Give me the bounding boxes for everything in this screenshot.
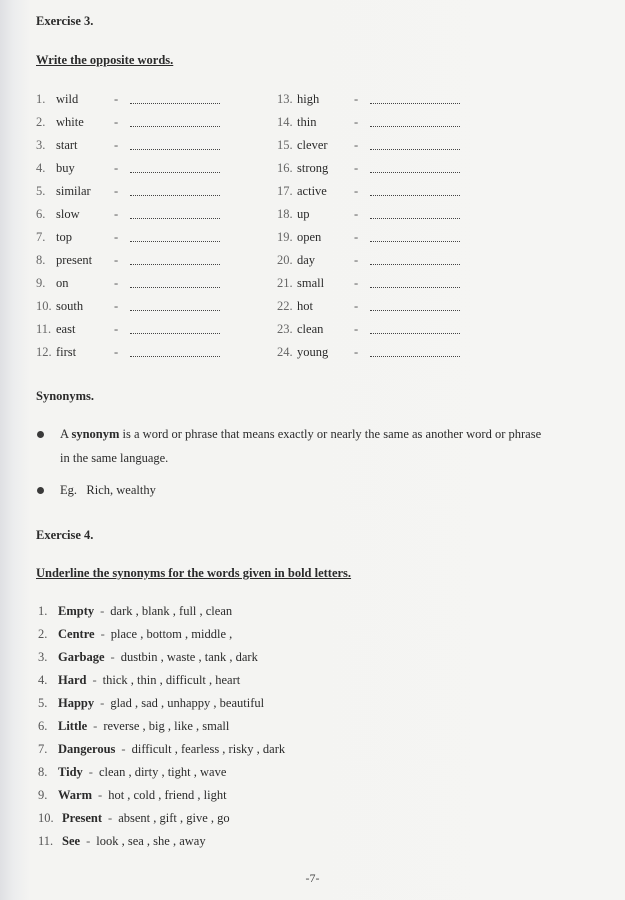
bold-keyword: Happy [58,695,95,710]
item-dash: - [100,603,105,618]
item-dash: - [114,183,119,198]
item-number: 23. [277,321,293,336]
item-word: thin [297,114,317,129]
answer-blank[interactable] [370,140,460,150]
item-number: 10. [36,298,52,313]
opposite-item [277,135,460,155]
synonym-item [38,762,226,782]
item-word: small [297,275,325,290]
opposite-item [277,342,460,362]
item-dash: - [110,649,115,664]
item-dash: - [114,344,119,359]
opposite-item [277,273,460,293]
answer-blank[interactable] [370,278,460,288]
answer-blank[interactable] [370,94,460,104]
synonym-options[interactable]: dark , blank , full , clean [110,603,233,618]
item-number: 4. [36,160,46,175]
synonym-item [38,601,232,621]
answer-blank[interactable] [370,232,460,242]
opposite-item [36,273,220,293]
answer-blank[interactable] [370,301,460,311]
item-number: 9. [38,787,48,802]
item-dash: - [100,626,105,641]
definition-line-2: in the same language. [60,451,169,465]
synonym-definition [60,422,600,470]
answer-blank[interactable] [370,324,460,334]
item-word: clean [297,321,324,336]
opposite-item [36,250,220,270]
item-word: first [56,344,77,359]
page-number: -7- [305,871,320,885]
item-dash: - [354,229,359,244]
answer-blank[interactable] [370,255,460,265]
item-number: 18. [277,206,293,221]
item-number: 11. [36,321,52,336]
item-dash: - [88,764,93,779]
item-word: day [297,252,316,267]
opposite-item [277,250,460,270]
answer-blank[interactable] [130,324,220,334]
answer-blank[interactable] [370,186,460,196]
item-word: present [56,252,93,267]
synonym-options[interactable]: reverse , big , like , small [103,718,230,733]
opposite-item [36,89,220,109]
item-number: 15. [277,137,293,152]
item-word: up [297,206,310,221]
synonyms-title: Synonyms. [36,389,95,403]
opposite-item [277,319,460,339]
item-dash: - [114,206,119,221]
item-number: 17. [277,183,293,198]
item-number: 3. [36,137,46,152]
bold-keyword: Tidy [58,764,83,779]
item-dash: - [354,91,359,106]
item-dash: - [114,298,119,313]
bold-keyword: Little [58,718,88,733]
item-number: 10. [38,810,54,825]
item-word: white [56,114,84,129]
item-number: 14. [277,114,293,129]
item-number: 11. [38,833,54,848]
item-dash: - [354,137,359,152]
opposite-item [36,296,220,316]
item-number: 8. [38,764,48,779]
item-word: active [297,183,327,198]
opposite-item [277,89,460,109]
item-word: south [56,298,84,313]
answer-blank[interactable] [370,117,460,127]
item-dash: - [354,252,359,267]
item-word: wild [56,91,79,106]
opposite-item [277,181,460,201]
bullet-icon [37,431,44,438]
item-word: top [56,229,72,244]
item-word: hot [297,298,313,313]
item-word: open [297,229,322,244]
item-dash: - [114,91,119,106]
opposite-item [36,319,220,339]
item-number: 9. [36,275,46,290]
item-word: east [56,321,76,336]
item-dash: - [114,137,119,152]
synonym-options[interactable]: dustbin , waste , tank , dark [120,649,258,664]
synonym-item [38,785,227,805]
exercise-3-instruction: Write the opposite words. [36,53,174,67]
definition-line-1: is a word or phrase that means exactly or nearly the same as another word or phrase [119,427,542,441]
synonym-options[interactable]: clean , dirty , tight , wave [98,764,227,779]
item-dash: - [114,229,119,244]
item-dash: - [354,298,359,313]
item-number: 16. [277,160,293,175]
item-dash: - [92,672,97,687]
item-dash: - [114,114,119,129]
item-number: 19. [277,229,293,244]
exercise-4-instruction: Underline the synonyms for the words given in bold letters. [36,566,352,580]
synonym-item [38,624,232,644]
answer-blank[interactable] [130,140,220,150]
item-word: buy [56,160,75,175]
answer-blank[interactable] [130,209,220,219]
synonym-options[interactable]: look , sea , she , away [96,833,206,848]
item-word: start [56,137,78,152]
bold-keyword: See [62,833,81,848]
item-word: similar [56,183,91,198]
synonym-options[interactable]: absent , gift , give , go [118,810,230,825]
answer-blank[interactable] [130,278,220,288]
item-word: slow [56,206,80,221]
item-dash: - [108,810,113,825]
opposite-item [277,204,460,224]
bullet-icon [37,487,44,494]
item-dash: - [100,695,105,710]
item-number: 12. [36,344,52,359]
item-number: 5. [38,695,48,710]
answer-blank[interactable] [130,301,220,311]
synonym-options[interactable]: difficult , fearless , risky , dark [131,741,286,756]
item-dash: - [354,275,359,290]
opposite-item [277,112,460,132]
item-number: 13. [277,91,293,106]
item-dash: - [354,160,359,175]
item-number: 21. [277,275,293,290]
bold-keyword: Warm [58,787,93,802]
bold-keyword: Garbage [58,649,105,664]
item-dash: - [93,718,98,733]
synonym-options[interactable]: hot , cold , friend , light [108,787,227,802]
answer-blank[interactable] [370,209,460,219]
bold-keyword: Centre [58,626,95,641]
synonym-example [60,478,600,502]
answer-blank[interactable] [130,255,220,265]
item-number: 22. [277,298,293,313]
item-dash: - [114,160,119,175]
exercise-4-title: Exercise 4. [36,528,94,542]
definition-term: synonym [71,427,120,441]
synonym-item [38,739,285,759]
synonym-item [38,716,229,736]
synonym-options[interactable]: place , bottom , middle , [110,626,233,641]
item-word: strong [297,160,329,175]
synonym-options[interactable]: thick , thin , difficult , heart [102,672,241,687]
item-number: 20. [277,252,293,267]
item-number: 6. [36,206,46,221]
answer-blank[interactable] [130,232,220,242]
synonym-item [38,808,230,828]
definition-prefix: A [60,427,72,441]
item-number: 1. [36,91,46,106]
item-dash: - [354,183,359,198]
item-dash: - [114,275,119,290]
opposite-item [36,227,220,247]
item-number: 7. [36,229,46,244]
item-word: clever [297,137,328,152]
synonym-item [38,693,264,713]
answer-blank[interactable] [370,347,460,357]
item-dash: - [98,787,103,802]
opposite-item [36,112,220,132]
opposite-item [36,158,220,178]
item-number: 2. [36,114,46,129]
exercise-3-title: Exercise 3. [36,14,94,28]
opposite-item [36,204,220,224]
item-word: young [297,344,329,359]
bold-keyword: Hard [58,672,87,687]
synonym-item [38,670,240,690]
bold-keyword: Empty [58,603,95,618]
answer-blank[interactable] [130,186,220,196]
item-number: 3. [38,649,48,664]
item-dash: - [114,252,119,267]
item-dash: - [354,344,359,359]
item-number: 5. [36,183,46,198]
item-word: on [56,275,69,290]
opposite-item [36,342,220,362]
answer-blank[interactable] [130,94,220,104]
item-dash: - [114,321,119,336]
item-word: high [297,91,320,106]
item-dash: - [354,206,359,221]
opposite-item [277,296,460,316]
opposite-item [277,227,460,247]
item-number: 2. [38,626,48,641]
bold-keyword: Dangerous [58,741,116,756]
answer-blank[interactable] [130,347,220,357]
answer-blank[interactable] [130,163,220,173]
example-text: Rich, wealthy [86,483,156,497]
item-dash: - [86,833,91,848]
example-label: Eg. [60,483,78,497]
synonym-options[interactable]: glad , sad , unhappy , beautiful [110,695,265,710]
item-number: 8. [36,252,46,267]
item-dash: - [354,321,359,336]
answer-blank[interactable] [370,163,460,173]
item-number: 7. [38,741,48,756]
bold-keyword: Present [62,810,103,825]
item-dash: - [354,114,359,129]
opposite-item [36,181,220,201]
answer-blank[interactable] [130,117,220,127]
item-number: 1. [38,603,48,618]
synonym-item [38,647,258,667]
item-number: 24. [277,344,293,359]
opposite-item [277,158,460,178]
opposite-item [36,135,220,155]
synonym-item [38,831,206,851]
item-number: 4. [38,672,48,687]
item-number: 6. [38,718,48,733]
item-dash: - [121,741,126,756]
